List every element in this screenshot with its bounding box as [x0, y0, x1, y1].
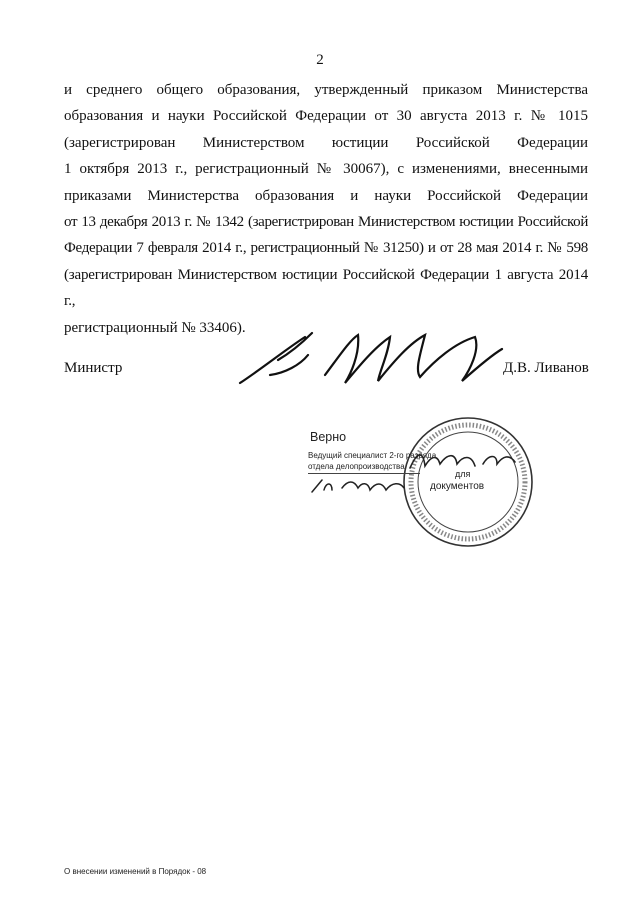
handwritten-signature — [230, 315, 510, 395]
footer-text: О внесении изменений в Порядок - 08 — [64, 867, 207, 876]
body-line: и среднего общего образования, утвержденный приказом Министерства — [64, 82, 588, 98]
stamp-dla-text: для — [455, 469, 471, 479]
certification-stamp — [300, 420, 540, 550]
stamp-documents-text: документов — [430, 481, 485, 492]
body-paragraph — [64, 77, 588, 341]
body-line: (зарегистрирован Министерством юстиции Российской Федерации 1 августа 2014 г., — [64, 266, 588, 310]
stamp-department: отдела делопроизводства — [308, 462, 405, 471]
signatory-name: Д.В. Ливанов — [503, 360, 589, 376]
body-line: Федерации 7 февраля 2014 г., регистрационный № 31250) и от 28 мая 2014 г. № 598 — [64, 240, 588, 257]
body-line: (зарегистрирован Министерством юстиции Российской Федерации — [64, 134, 588, 151]
verno-label: Верно — [310, 430, 347, 444]
stamp-position: Ведущий специалист 2-го разряда — [308, 451, 437, 460]
body-line: регистрационный № 33406). — [64, 319, 246, 336]
body-line: образования и науки Российской Федерации от 30 августа 2013 г. № 1015 — [64, 108, 588, 125]
body-line: 1 октября 2013 г., регистрационный № 30067), с изменениями, внесенными — [64, 161, 588, 178]
handwritten-name — [405, 442, 525, 476]
handwritten-date — [308, 472, 418, 498]
signatory-title: Министр — [64, 360, 123, 376]
body-line: от 13 декабря 2013 г. № 1342 (зарегистрирован Министерством юстиции Российской — [64, 214, 588, 231]
body-line: приказами Министерства образования и науки Российской Федерации — [64, 187, 588, 204]
page-number: 2 — [316, 52, 324, 68]
